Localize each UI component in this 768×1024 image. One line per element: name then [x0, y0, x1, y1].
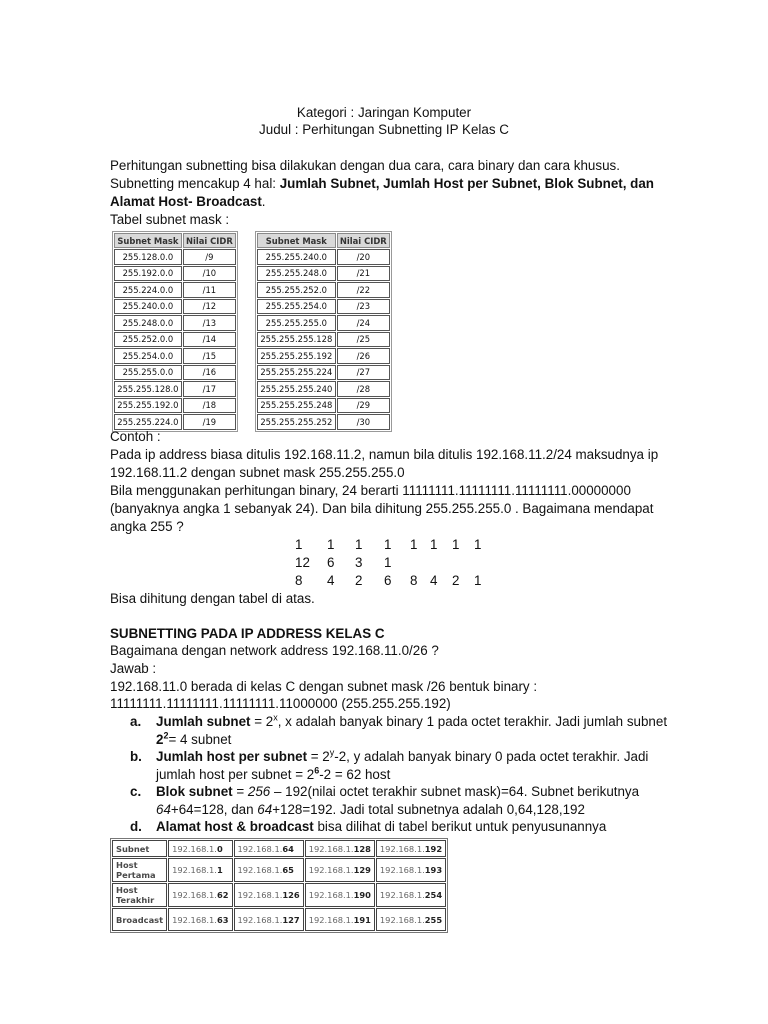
address-prefix: 192.168.1.: [308, 843, 354, 854]
category-line: Kategori : Jaringan Komputer: [296, 105, 472, 120]
address-octet: 255: [424, 914, 443, 925]
cidr-cell: /21: [337, 266, 390, 282]
address-octet: 190: [353, 890, 371, 900]
address-prefix: 192.168.1.: [379, 914, 425, 925]
column-header: Subnet Mask: [114, 233, 182, 248]
subnet-mask-cell: 255.254.0.0: [114, 348, 182, 364]
address-cell: [305, 840, 375, 857]
address-cell: [376, 908, 446, 931]
section-answer-1: 192.168.11.0 berada di kelas C dengan subnet mask /26 bentuk binary :: [110, 679, 538, 694]
address-octet: 63: [216, 914, 229, 925]
table-row: [257, 398, 390, 414]
cidr-cell: /15: [183, 348, 236, 364]
address-prefix: 192.168.1.: [379, 890, 425, 900]
subnet-mask-cell: 255.240.0.0: [114, 299, 182, 315]
list-item: d. Alamat host & broadcast bisa dilihat di tabel berikut untuk penyusunannya: [130, 819, 607, 834]
subnet-mask-cell: 255.255.192.0: [114, 398, 182, 414]
address-octet: 64: [282, 843, 294, 854]
subnet-mask-cell: 255.255.248.0: [257, 266, 336, 282]
address-octet: 193: [424, 865, 443, 875]
address-cell: [376, 840, 446, 857]
subnet-mask-cell: 255.192.0.0: [114, 266, 182, 282]
cidr-cell: /27: [337, 365, 390, 381]
column-header: Subnet Mask: [257, 233, 336, 248]
column-header: Nilai CIDR: [337, 233, 390, 248]
address-cell: [168, 883, 232, 907]
table-row: [257, 282, 390, 298]
cidr-cell: /28: [337, 381, 390, 397]
subnet-mask-cell: 255.255.255.128: [257, 332, 336, 348]
table-row: [114, 348, 236, 364]
section-answer-2: 11111111.11111111.11111111.11000000 (255.255.255.192): [110, 696, 451, 711]
table-row: [257, 249, 390, 265]
table-row: [112, 858, 446, 882]
table-row: [257, 299, 390, 315]
subnet-mask-cell: 255.255.252.0: [257, 282, 336, 298]
subnet-mask-cell: 255.255.224.0: [114, 414, 182, 430]
binary-digit: 2: [355, 573, 363, 588]
subnet-mask-table-left: [112, 231, 238, 432]
address-prefix: 192.168.1.: [237, 843, 283, 854]
cidr-cell: /14: [183, 332, 236, 348]
binary-digit: 2: [452, 573, 460, 588]
table-row: [114, 282, 236, 298]
steps-list: [128, 713, 728, 836]
table-row: [257, 266, 390, 282]
address-cell: [305, 858, 375, 882]
table-row: [112, 908, 446, 931]
address-octet: 0: [216, 843, 223, 854]
binary-digit: 6: [327, 555, 335, 570]
address-cell: [168, 858, 232, 882]
cidr-cell: /19: [183, 414, 236, 430]
cidr-cell: /26: [337, 348, 390, 364]
binary-digit: 1: [474, 573, 482, 588]
table-row: [257, 332, 390, 348]
section-question: Bagaimana dengan network address 192.168.11.0/26 ?: [110, 643, 439, 658]
cidr-cell: /22: [337, 282, 390, 298]
subnet-mask-table-right: [255, 231, 392, 432]
column-header: Nilai CIDR: [183, 233, 236, 248]
contoh-line-2: 192.168.11.2 dengan subnet mask 255.255.255.0: [110, 465, 405, 480]
cidr-cell: /18: [183, 398, 236, 414]
cidr-cell: /13: [183, 315, 236, 331]
row-header: Host Terakhir: [112, 883, 167, 907]
cidr-cell: /9: [183, 249, 236, 265]
binary-digit: 1: [327, 537, 335, 552]
table-row: [114, 365, 236, 381]
section-jawab: Jawab :: [110, 661, 157, 676]
address-octet: 62: [216, 890, 229, 900]
address-octet: 191: [353, 914, 371, 925]
cidr-cell: /20: [337, 249, 390, 265]
binary-digit: 1: [384, 537, 392, 552]
table-row: [257, 348, 390, 364]
table-row: [112, 883, 446, 907]
cidr-cell: /29: [337, 398, 390, 414]
address-octet: 192: [424, 843, 443, 854]
address-prefix: 192.168.1.: [172, 843, 217, 854]
cidr-cell: /10: [183, 266, 236, 282]
subnet-mask-cell: 255.128.0.0: [114, 249, 182, 265]
binary-digit: 12: [295, 555, 310, 570]
cidr-cell: /17: [183, 381, 236, 397]
binary-digit: 1: [452, 537, 460, 552]
binary-digit: 4: [327, 573, 335, 588]
row-header: Subnet: [112, 840, 167, 857]
address-cell: [168, 908, 232, 931]
address-prefix: 192.168.1.: [172, 890, 217, 900]
address-prefix: 192.168.1.: [379, 843, 425, 854]
address-octet: 128: [353, 843, 371, 854]
address-cell: [168, 840, 232, 857]
table-row: [257, 414, 390, 430]
table-row: [114, 266, 236, 282]
table-row: [112, 840, 446, 857]
subnet-mask-cell: 255.255.255.192: [257, 348, 336, 364]
list-item: c. Blok subnet = 256 – 192(nilai octet terakhir subnet mask)=64. Subnet berikutnya 64+64=128, dan 64+128=192. Jadi total subnetnya adalah 0,64,128,192: [130, 784, 640, 817]
subnet-mask-cell: 255.224.0.0: [114, 282, 182, 298]
subnet-mask-cell: 255.255.254.0: [257, 299, 336, 315]
cidr-cell: /25: [337, 332, 390, 348]
cidr-cell: /30: [337, 414, 390, 430]
binary-digit: 4: [430, 573, 438, 588]
contoh-line-3: Bila menggunakan perhitungan binary, 24 berarti 11111111.11111111.11111111.00000000: [110, 483, 631, 498]
cidr-cell: /11: [183, 282, 236, 298]
contoh-title: Contoh :: [110, 429, 161, 444]
address-prefix: 192.168.1.: [379, 865, 425, 875]
address-prefix: 192.168.1.: [237, 865, 283, 875]
contoh-line-1: Pada ip address biasa ditulis 192.168.11.2, namun bila ditulis 192.168.11.2/24 maksudnya ip: [110, 447, 659, 462]
intro-line-3: Alamat Host- Broadcast.: [110, 194, 266, 209]
table-row: [257, 381, 390, 397]
binary-digit: 3: [355, 555, 363, 570]
address-prefix: 192.168.1.: [308, 890, 354, 900]
cidr-cell: /23: [337, 299, 390, 315]
binary-digit: 8: [295, 573, 303, 588]
subnet-mask-cell: 255.248.0.0: [114, 315, 182, 331]
address-cell: [234, 883, 304, 907]
subnet-mask-cell: 255.255.255.252: [257, 414, 336, 430]
address-prefix: 192.168.1.: [172, 914, 217, 925]
contoh-line-5: angka 255 ?: [110, 519, 184, 534]
address-octet: 126: [282, 890, 300, 900]
row-header: Broadcast: [112, 908, 167, 931]
binary-digit: 1: [430, 537, 438, 552]
intro-line-2: Subnetting mencakup 4 hal: Jumlah Subnet, Jumlah Host per Subnet, Blok Subnet, dan: [110, 176, 654, 191]
subnet-mask-cell: 255.255.255.224: [257, 365, 336, 381]
address-prefix: 192.168.1.: [308, 914, 354, 925]
cidr-cell: /24: [337, 315, 390, 331]
table-row: [114, 398, 236, 414]
address-prefix: 192.168.1.: [237, 914, 283, 925]
address-octet: 127: [282, 914, 300, 925]
intro-line-1: Perhitungan subnetting bisa dilakukan dengan dua cara, cara binary dan cara khusus.: [110, 158, 620, 173]
address-cell: [234, 858, 304, 882]
table-row: [114, 332, 236, 348]
binary-digit: 1: [474, 537, 482, 552]
address-octet: 1: [216, 865, 223, 875]
host-broadcast-table: [110, 838, 448, 933]
address-cell: [234, 840, 304, 857]
table-row: [114, 249, 236, 265]
subnet-mask-cell: 255.255.255.0: [257, 315, 336, 331]
list-item: a. Jumlah subnet = $2^x$, x adalah banyak binary 1 pada octet terakhir. Jadi jumlah subnet $2^2= 4$ subnet: [130, 712, 668, 747]
table-label: Tabel subnet mask :: [110, 212, 230, 227]
address-octet: 254: [424, 890, 443, 900]
contoh-after: Bisa dihitung dengan tabel di atas.: [110, 591, 315, 606]
list-item: b. Jumlah host per subnet = $2^y-2$, y adalah banyak binary 0 pada octet terakhir. Jadi jumlah host per subnet = $2^6-2 = 62$ host: [130, 747, 649, 782]
subnet-mask-cell: 255.255.255.240: [257, 381, 336, 397]
address-cell: [305, 908, 375, 931]
contoh-line-4: (banyaknya angka 1 sebanyak 24). Dan bila dihitung 255.255.255.0 . Bagaimana mendapat: [110, 501, 654, 516]
cidr-cell: /16: [183, 365, 236, 381]
binary-digit: 1: [295, 537, 303, 552]
address-prefix: 192.168.1.: [172, 865, 217, 875]
row-header: Host Pertama: [112, 858, 167, 882]
title-line: Judul : Perhitungan Subnetting IP Kelas C: [259, 122, 509, 137]
table-row: [114, 299, 236, 315]
address-prefix: 192.168.1.: [308, 865, 354, 875]
subnet-mask-cell: 255.255.240.0: [257, 249, 336, 265]
cidr-cell: /12: [183, 299, 236, 315]
address-octet: 65: [282, 865, 294, 875]
subnet-mask-cell: 255.255.0.0: [114, 365, 182, 381]
binary-digit: 1: [355, 537, 363, 552]
section-title: SUBNETTING PADA IP ADDRESS KELAS C: [110, 626, 385, 641]
binary-digit: 8: [410, 573, 418, 588]
binary-digit: 6: [384, 573, 392, 588]
subnet-mask-cell: 255.255.128.0: [114, 381, 182, 397]
address-cell: [305, 883, 375, 907]
address-octet: 129: [353, 865, 371, 875]
table-row: [257, 315, 390, 331]
table-row: [114, 315, 236, 331]
address-prefix: 192.168.1.: [237, 890, 283, 900]
address-cell: [376, 883, 446, 907]
binary-digit: 1: [384, 555, 392, 570]
table-row: [114, 381, 236, 397]
address-cell: [234, 908, 304, 931]
subnet-mask-cell: 255.255.255.248: [257, 398, 336, 414]
address-cell: [376, 858, 446, 882]
subnet-mask-cell: 255.252.0.0: [114, 332, 182, 348]
binary-digit: 1: [410, 537, 418, 552]
table-row: [257, 365, 390, 381]
